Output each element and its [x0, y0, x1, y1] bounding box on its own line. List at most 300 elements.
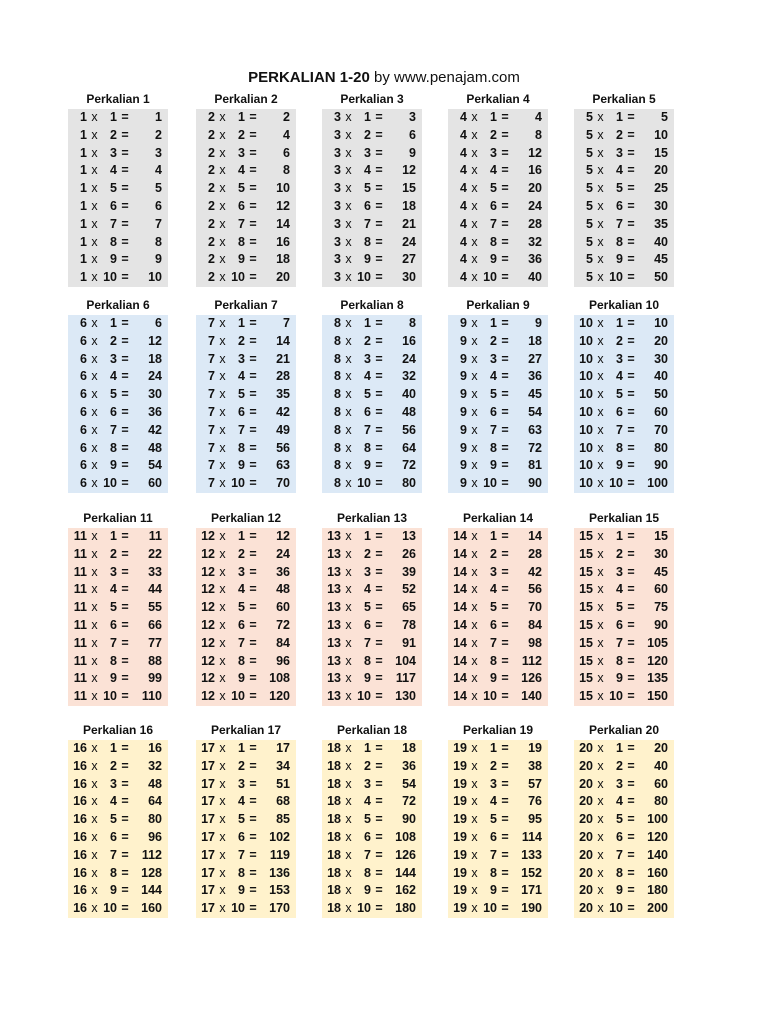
table-row [196, 216, 296, 234]
product: 112 [141, 847, 162, 862]
table-heading: Perkalian 14 [462, 511, 534, 525]
product: 56 [528, 582, 542, 597]
multiplicand: 12 [201, 689, 215, 704]
equals-sign: = [121, 270, 129, 285]
table-row [68, 847, 168, 865]
multiplicand: 15 [579, 529, 593, 543]
product: 7 [283, 316, 290, 330]
equals-sign: = [627, 216, 635, 231]
times-sign: x [597, 776, 604, 791]
equals-sign: = [501, 110, 509, 124]
product: 42 [276, 404, 290, 419]
times-sign: x [597, 653, 604, 668]
product: 180 [395, 901, 416, 916]
product: 16 [148, 741, 162, 755]
table-row [448, 145, 548, 163]
product: 135 [647, 671, 668, 686]
equals-sign: = [121, 110, 129, 124]
multiplier: 8 [364, 865, 371, 880]
multiplier: 4 [238, 794, 245, 809]
multiplier: 3 [364, 145, 371, 160]
times-sign: x [471, 776, 478, 791]
multiplier: 7 [364, 635, 371, 650]
multiplier: 4 [238, 582, 245, 597]
multiplicand: 14 [453, 582, 467, 597]
table-row [68, 581, 168, 599]
product: 30 [148, 387, 162, 402]
multiplicand: 11 [73, 617, 87, 632]
table-row [574, 847, 674, 865]
product: 3 [155, 145, 162, 160]
equals-sign: = [501, 794, 509, 809]
product: 144 [141, 883, 162, 898]
times-sign: x [597, 163, 604, 178]
product: 18 [402, 741, 416, 755]
equals-sign: = [249, 546, 257, 561]
multiplier: 8 [238, 653, 245, 668]
multiplier: 6 [364, 617, 371, 632]
multiplier: 10 [231, 270, 245, 285]
multiplier: 1 [364, 741, 371, 755]
times-sign: x [471, 671, 478, 686]
times-sign: x [345, 476, 352, 491]
multiplier: 5 [110, 387, 117, 402]
equals-sign: = [501, 529, 509, 543]
equals-sign: = [501, 671, 509, 686]
table-row [68, 599, 168, 617]
equals-sign: = [121, 865, 129, 880]
times-sign: x [345, 635, 352, 650]
times-sign: x [219, 216, 226, 231]
product: 162 [395, 883, 416, 898]
table-row [574, 900, 674, 918]
table-row [68, 670, 168, 688]
equals-sign: = [121, 163, 129, 178]
times-sign: x [219, 198, 226, 213]
product: 114 [521, 829, 542, 844]
equals-sign: = [249, 316, 257, 330]
multiplicand: 2 [208, 163, 215, 178]
equals-sign: = [375, 812, 383, 827]
multiplier: 8 [364, 653, 371, 668]
multiplicand: 6 [80, 422, 87, 437]
multiplicand: 11 [73, 582, 87, 597]
table-row [68, 198, 168, 216]
equals-sign: = [627, 127, 635, 142]
multiplier: 4 [616, 582, 623, 597]
product: 56 [402, 422, 416, 437]
multiplier: 4 [238, 163, 245, 178]
multiplicand: 6 [80, 369, 87, 384]
table-row [448, 758, 548, 776]
table-row [574, 475, 674, 493]
equals-sign: = [627, 883, 635, 898]
times-sign: x [597, 794, 604, 809]
times-sign: x [597, 127, 604, 142]
multiplier: 2 [110, 546, 117, 561]
table-row [68, 829, 168, 847]
table-perkalian-12 [196, 510, 296, 706]
product: 11 [148, 529, 162, 543]
table-body [196, 528, 296, 706]
multiplicand: 19 [453, 883, 467, 898]
table-row [574, 180, 674, 198]
times-sign: x [219, 369, 226, 384]
product: 21 [402, 216, 416, 231]
table-row [448, 865, 548, 883]
table-row [322, 653, 422, 671]
product: 48 [148, 440, 162, 455]
multiplicand: 11 [73, 653, 87, 668]
equals-sign: = [249, 829, 257, 844]
table-row [322, 546, 422, 564]
product: 5 [155, 181, 162, 196]
times-sign: x [597, 458, 604, 473]
table-row [574, 162, 674, 180]
multiplier: 3 [110, 145, 117, 160]
table-perkalian-18 [322, 722, 422, 918]
multiplier: 2 [616, 546, 623, 561]
multiplicand: 7 [208, 404, 215, 419]
product: 18 [148, 351, 162, 366]
equals-sign: = [627, 351, 635, 366]
multiplier: 2 [364, 758, 371, 773]
equals-sign: = [627, 812, 635, 827]
times-sign: x [219, 776, 226, 791]
equals-sign: = [501, 163, 509, 178]
table-perkalian-2 [196, 91, 296, 287]
multiplier: 3 [238, 145, 245, 160]
multiplicand: 1 [80, 163, 87, 178]
table-row [574, 776, 674, 794]
multiplier: 5 [110, 600, 117, 615]
equals-sign: = [249, 689, 257, 704]
multiplicand: 19 [453, 741, 467, 755]
multiplier: 6 [616, 617, 623, 632]
multiplier: 8 [110, 653, 117, 668]
product: 56 [276, 440, 290, 455]
table-row [196, 599, 296, 617]
multiplicand: 8 [334, 440, 341, 455]
times-sign: x [345, 582, 352, 597]
table-heading: Perkalian 17 [210, 723, 282, 737]
equals-sign: = [501, 901, 509, 916]
equals-sign: = [627, 234, 635, 249]
product: 65 [402, 600, 416, 615]
table-row [68, 546, 168, 564]
table-row [196, 758, 296, 776]
multiplicand: 6 [80, 351, 87, 366]
multiplier: 10 [103, 901, 117, 916]
multiplier: 5 [616, 812, 623, 827]
multiplier: 6 [616, 198, 623, 213]
table-row [322, 581, 422, 599]
table-row [448, 440, 548, 458]
equals-sign: = [375, 582, 383, 597]
product: 70 [276, 476, 290, 491]
product: 66 [148, 617, 162, 632]
equals-sign: = [121, 776, 129, 791]
product: 30 [654, 351, 668, 366]
product: 72 [276, 617, 290, 632]
product: 8 [535, 127, 542, 142]
table-row [196, 811, 296, 829]
table-row [322, 688, 422, 706]
equals-sign: = [375, 529, 383, 543]
times-sign: x [91, 865, 98, 880]
table-row [322, 847, 422, 865]
multiplicand: 15 [579, 582, 593, 597]
equals-sign: = [501, 145, 509, 160]
equals-sign: = [627, 829, 635, 844]
table-row [322, 198, 422, 216]
table-row [448, 422, 548, 440]
multiplicand: 1 [80, 145, 87, 160]
table-row [448, 811, 548, 829]
multiplicand: 9 [460, 387, 467, 402]
multiplier: 7 [238, 847, 245, 862]
page-title-main: PERKALIAN 1-20 [248, 69, 370, 86]
table-row [196, 162, 296, 180]
table-row [68, 793, 168, 811]
multiplicand: 14 [453, 564, 467, 579]
table-row [68, 127, 168, 145]
times-sign: x [345, 110, 352, 124]
multiplicand: 4 [460, 270, 467, 285]
product: 180 [647, 883, 668, 898]
multiplier: 1 [490, 529, 497, 543]
multiplicand: 1 [80, 181, 87, 196]
multiplicand: 18 [327, 847, 341, 862]
equals-sign: = [121, 758, 129, 773]
table-row [448, 635, 548, 653]
multiplier: 3 [616, 776, 623, 791]
equals-sign: = [501, 600, 509, 615]
multiplier: 10 [609, 901, 623, 916]
table-row [68, 269, 168, 287]
multiplicand: 19 [453, 847, 467, 862]
product: 28 [276, 369, 290, 384]
multiplier: 10 [483, 476, 497, 491]
table-row [574, 865, 674, 883]
multiplicand: 20 [579, 883, 593, 898]
multiplier: 4 [616, 369, 623, 384]
product: 24 [402, 234, 416, 249]
times-sign: x [345, 422, 352, 437]
product: 80 [402, 476, 416, 491]
equals-sign: = [121, 847, 129, 862]
multiplier: 1 [238, 316, 245, 330]
multiplier: 1 [110, 110, 117, 124]
equals-sign: = [249, 369, 257, 384]
equals-sign: = [375, 181, 383, 196]
multiplier: 6 [238, 404, 245, 419]
product: 10 [654, 127, 668, 142]
multiplicand: 15 [579, 635, 593, 650]
multiplier: 10 [609, 689, 623, 704]
equals-sign: = [121, 234, 129, 249]
product: 96 [276, 653, 290, 668]
table-row [448, 127, 548, 145]
multiplicand: 5 [586, 145, 593, 160]
multiplicand: 11 [73, 564, 87, 579]
multiplier: 2 [490, 546, 497, 561]
times-sign: x [471, 635, 478, 650]
times-sign: x [345, 145, 352, 160]
product: 110 [141, 689, 162, 704]
times-sign: x [91, 163, 98, 178]
multiplicand: 4 [460, 252, 467, 267]
product: 20 [276, 270, 290, 285]
table-row [68, 368, 168, 386]
product: 119 [269, 847, 290, 862]
product: 27 [402, 252, 416, 267]
table-row [448, 216, 548, 234]
equals-sign: = [501, 689, 509, 704]
table-row [574, 599, 674, 617]
equals-sign: = [375, 387, 383, 402]
table-heading: Perkalian 8 [340, 298, 404, 312]
times-sign: x [345, 865, 352, 880]
table-heading: Perkalian 19 [462, 723, 534, 737]
table-row [322, 162, 422, 180]
equals-sign: = [627, 847, 635, 862]
multiplier: 9 [490, 883, 497, 898]
multiplicand: 8 [334, 476, 341, 491]
multiplier: 9 [616, 671, 623, 686]
equals-sign: = [375, 865, 383, 880]
table-perkalian-16 [68, 722, 168, 918]
product: 60 [148, 476, 162, 491]
table-row [196, 865, 296, 883]
table-row [448, 475, 548, 493]
equals-sign: = [375, 234, 383, 249]
equals-sign: = [249, 671, 257, 686]
multiplicand: 11 [73, 546, 87, 561]
equals-sign: = [375, 883, 383, 898]
times-sign: x [471, 163, 478, 178]
times-sign: x [91, 270, 98, 285]
product: 35 [276, 387, 290, 402]
multiplicand: 4 [460, 145, 467, 160]
multiplier: 1 [238, 741, 245, 755]
product: 20 [654, 333, 668, 348]
equals-sign: = [375, 671, 383, 686]
table-row [574, 269, 674, 287]
product: 85 [276, 812, 290, 827]
table-perkalian-7 [196, 297, 296, 493]
equals-sign: = [249, 333, 257, 348]
multiplier: 9 [364, 458, 371, 473]
multiplicand: 16 [73, 901, 87, 916]
product: 15 [402, 181, 416, 196]
times-sign: x [471, 351, 478, 366]
multiplicand: 8 [334, 422, 341, 437]
table-body [68, 740, 168, 918]
table-row [196, 793, 296, 811]
table-body [68, 528, 168, 706]
multiplicand: 6 [80, 458, 87, 473]
multiplicand: 13 [327, 546, 341, 561]
times-sign: x [91, 110, 98, 124]
equals-sign: = [121, 812, 129, 827]
product: 190 [521, 901, 542, 916]
equals-sign: = [249, 440, 257, 455]
product: 48 [148, 776, 162, 791]
times-sign: x [91, 635, 98, 650]
times-sign: x [219, 387, 226, 402]
table-row [196, 546, 296, 564]
equals-sign: = [249, 794, 257, 809]
table-row [574, 653, 674, 671]
multiplicand: 18 [327, 812, 341, 827]
times-sign: x [91, 671, 98, 686]
equals-sign: = [249, 234, 257, 249]
times-sign: x [597, 689, 604, 704]
table-heading: Perkalian 5 [592, 92, 656, 106]
multiplicand: 19 [453, 776, 467, 791]
multiplicand: 20 [579, 794, 593, 809]
product: 54 [402, 776, 416, 791]
multiplier: 4 [616, 163, 623, 178]
table-row [574, 368, 674, 386]
multiplicand: 1 [80, 198, 87, 213]
times-sign: x [597, 635, 604, 650]
equals-sign: = [121, 741, 129, 755]
times-sign: x [91, 812, 98, 827]
multiplicand: 5 [586, 252, 593, 267]
multiplicand: 9 [460, 333, 467, 348]
multiplier: 7 [238, 216, 245, 231]
multiplicand: 7 [208, 316, 215, 330]
times-sign: x [91, 476, 98, 491]
multiplicand: 7 [208, 387, 215, 402]
times-sign: x [345, 458, 352, 473]
times-sign: x [597, 252, 604, 267]
table-row [196, 882, 296, 900]
table-row [68, 882, 168, 900]
times-sign: x [91, 316, 98, 330]
times-sign: x [597, 181, 604, 196]
times-sign: x [471, 476, 478, 491]
multiplier: 8 [490, 440, 497, 455]
multiplicand: 1 [80, 252, 87, 267]
table-row [448, 882, 548, 900]
multiplier: 3 [238, 351, 245, 366]
times-sign: x [219, 671, 226, 686]
multiplier: 4 [490, 794, 497, 809]
times-sign: x [471, 529, 478, 543]
table-row [196, 234, 296, 252]
table-row [196, 564, 296, 582]
table-heading: Perkalian 18 [336, 723, 408, 737]
product: 6 [283, 145, 290, 160]
table-row [448, 198, 548, 216]
times-sign: x [345, 689, 352, 704]
times-sign: x [219, 234, 226, 249]
times-sign: x [597, 387, 604, 402]
multiplicand: 3 [334, 163, 341, 178]
multiplicand: 1 [80, 127, 87, 142]
table-row [322, 333, 422, 351]
multiplier: 7 [490, 635, 497, 650]
product: 80 [148, 812, 162, 827]
equals-sign: = [249, 216, 257, 231]
table-row [322, 865, 422, 883]
multiplicand: 14 [453, 671, 467, 686]
times-sign: x [597, 351, 604, 366]
product: 77 [148, 635, 162, 650]
